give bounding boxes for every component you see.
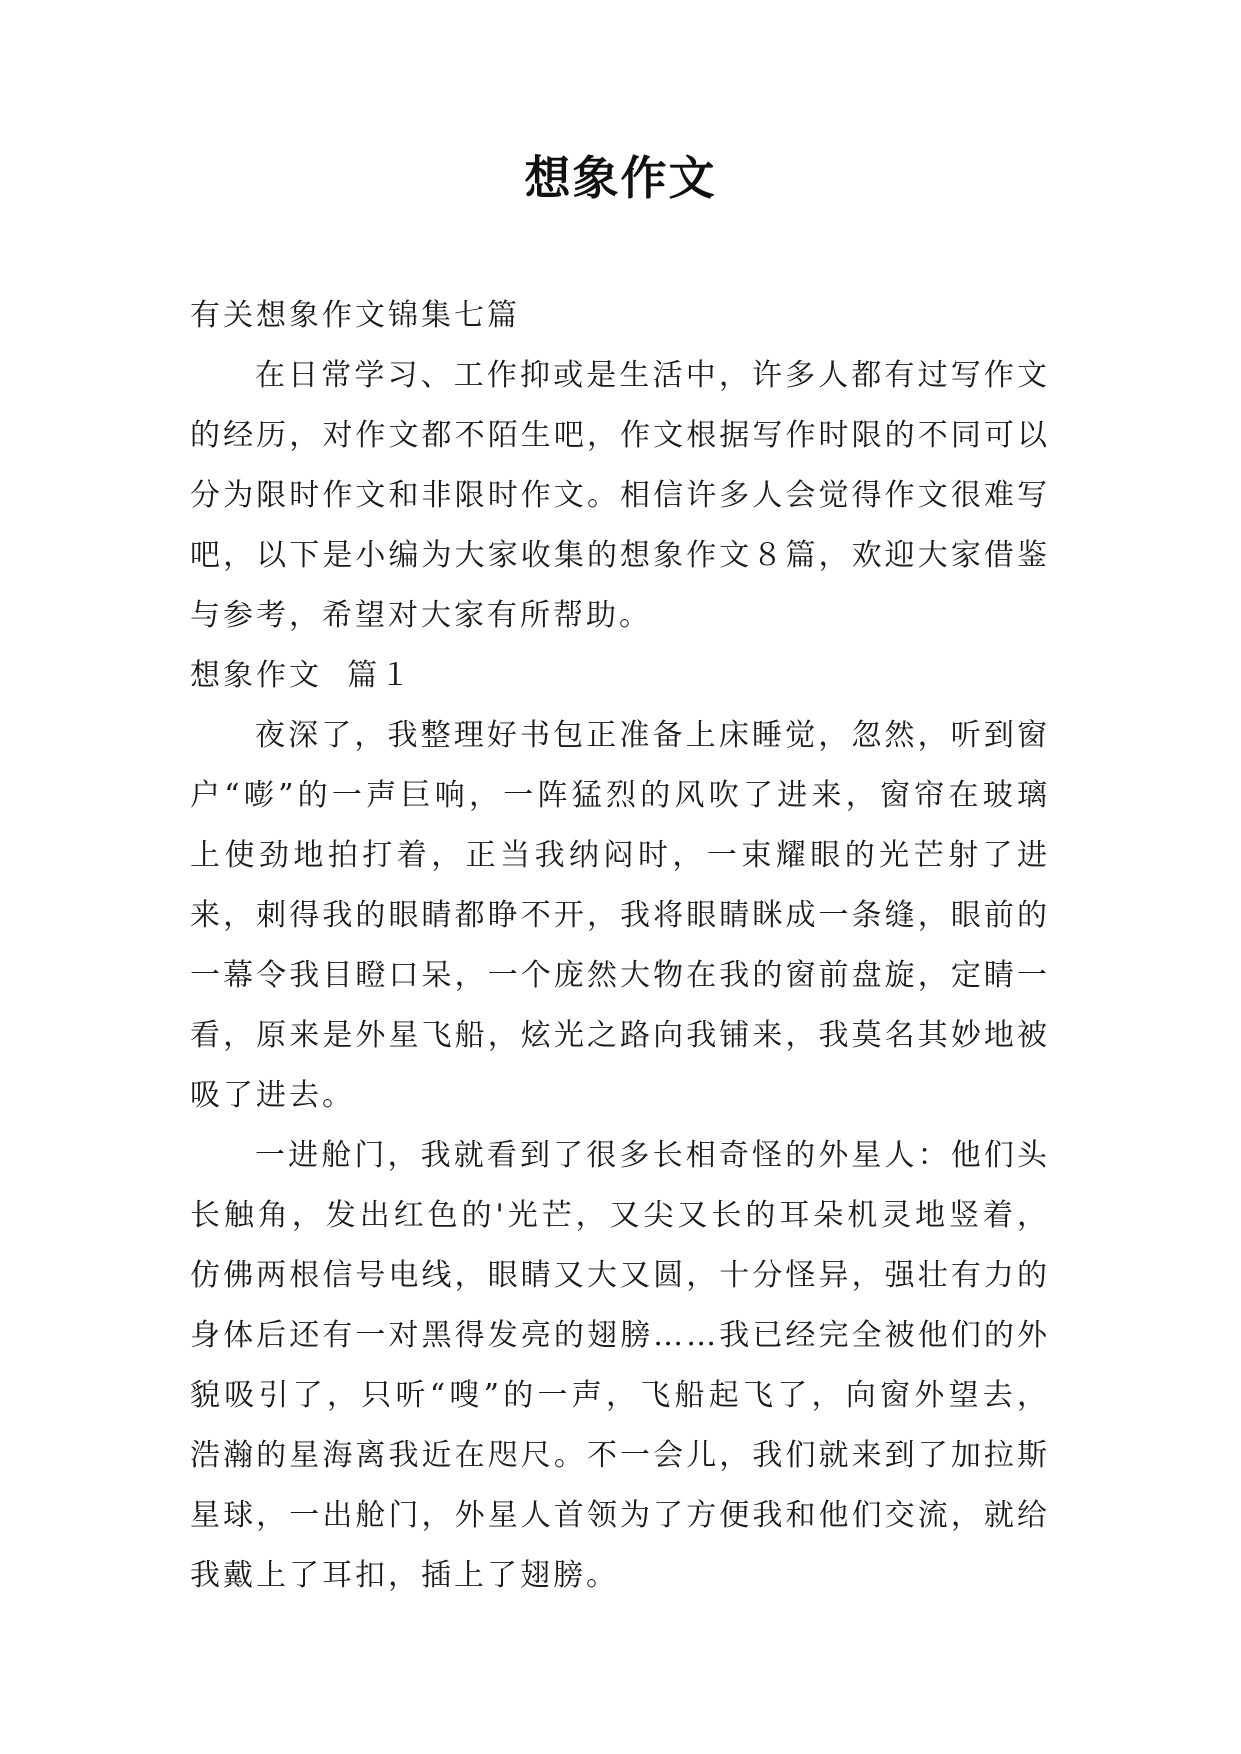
intro-paragraph: 在日常学习、工作抑或是生活中，许多人都有过写作文的经历，对作文都不陌生吧，作文根据写作时限的不同可以分为限时作文和非限时作文。相信许多人会觉得作文很难写吧，以下是小编为大家收集的想象作文８篇，欢迎大家借鉴与参考，希望对大家有所帮助。 <box>190 358 1050 633</box>
document-subtitle: 有关想象作文锦集七篇 <box>190 298 520 333</box>
document-body <box>190 286 1050 1606</box>
story-paragraph-2: 一进舱门，我就看到了很多长相奇怪的外星人：他们头长触角，发出红色的'光芒，又尖又长的耳朵机灵地竖着，仿佛两根信号电线，眼睛又大又圆，十分怪异，强壮有力的身体后还有一对黑得发亮的翅膀……我已经完全被他们的外貌吸引了，只听“嗖”的一声，飞船起飞了，向窗外望去，浩瀚的星海离我近在咫尺。不一会儿，我们就来到了加拉斯星球，一出舱门，外星人首领为了方便我和他们交流，就给我戴上了耳扣，插上了翅膀。 <box>190 1138 1050 1593</box>
document-title: 想象作文 <box>524 151 717 205</box>
story-paragraph-1: 夜深了，我整理好书包正准备上床睡觉，忽然，听到窗户“嘭”的一声巨响，一阵猛烈的风吹了进来，窗帘在玻璃上使劲地拍打着，正当我纳闷时，一束耀眼的光芒射了进来，刺得我的眼睛都睁不开，我将眼睛眯成一条缝，眼前的一幕令我目瞪口呆，一个庞然大物在我的窗前盘旋，定睛一看，原来是外星飞船，炫光之路向我铺来，我莫名其妙地被吸了进去。 <box>190 718 1050 1113</box>
section-heading: 想象作文 篇１ <box>190 658 414 693</box>
